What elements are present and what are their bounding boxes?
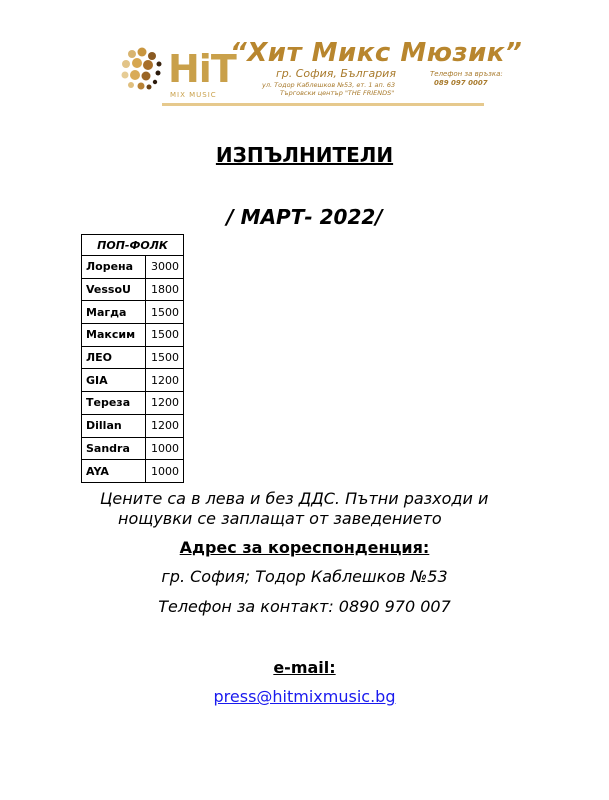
- page-title: ИЗПЪЛНИТЕЛИ: [215, 143, 394, 167]
- artist-name: ЛЕО: [82, 346, 146, 369]
- artist-price: 1500: [146, 324, 184, 347]
- price-note-line-2: нощувки се заплащат от заведението: [118, 509, 442, 528]
- company-mall: Търговски център "THE FRIENDS": [280, 89, 395, 97]
- hit-logo-text: HiT: [168, 47, 236, 91]
- page-subtitle: / МАРТ- 2022/: [226, 205, 383, 229]
- artist-price: 1000: [146, 437, 184, 460]
- artist-price: 3000: [146, 256, 184, 279]
- artist-name: Тереза: [82, 392, 146, 415]
- artist-name: GIA: [82, 369, 146, 392]
- artist-price: 1200: [146, 392, 184, 415]
- table-row: [82, 437, 184, 460]
- artist-name: Sandra: [82, 437, 146, 460]
- table-row: [82, 256, 184, 279]
- table-header-row: [82, 235, 184, 256]
- artist-name: VessoU: [82, 278, 146, 301]
- email-heading: e-mail:: [273, 658, 336, 677]
- artist-price: 1500: [146, 301, 184, 324]
- artist-price: 1000: [146, 460, 184, 483]
- header-divider: [162, 103, 484, 106]
- artist-name: Максим: [82, 324, 146, 347]
- phone-label: Телефон за връзка:: [430, 70, 503, 78]
- artist-name: Лорена: [82, 256, 146, 279]
- letterhead: [112, 38, 523, 110]
- address-heading: Адрес за кореспонденция:: [179, 538, 430, 557]
- artist-name: AYA: [82, 460, 146, 483]
- dotted-globe-logo-icon: [118, 44, 166, 92]
- company-street: ул. Тодор Каблешков №53, ет. 1 ап. 63: [262, 81, 396, 89]
- table-row: [82, 414, 184, 437]
- email-block: [0, 687, 609, 706]
- contact-phone: Телефон за контакт: 0890 970 007: [158, 597, 451, 616]
- artist-name: Dillan: [82, 414, 146, 437]
- artist-price: 1200: [146, 369, 184, 392]
- table-row: [82, 346, 184, 369]
- phone-number: 089 097 0007: [434, 79, 488, 87]
- artist-price: 1800: [146, 278, 184, 301]
- artist-name: Магда: [82, 301, 146, 324]
- email-link[interactable]: press@hitmixmusic.bg: [213, 687, 396, 706]
- table-row: [82, 369, 184, 392]
- artist-price: 1500: [146, 346, 184, 369]
- table-row: [82, 460, 184, 483]
- hit-logo-subtitle: MIX MUSIC: [170, 91, 217, 99]
- company-city: гр. София, България: [276, 67, 396, 80]
- company-name: “Хит Микс Мюзик”: [230, 38, 523, 68]
- artists-price-table: [81, 234, 184, 483]
- table-row: [82, 278, 184, 301]
- artist-price: 1200: [146, 414, 184, 437]
- address-text: гр. София; Тодор Каблешков №53: [161, 567, 448, 586]
- table-row: [82, 324, 184, 347]
- table-row: [82, 301, 184, 324]
- table-category-header: ПОП-ФОЛК: [82, 235, 184, 256]
- table-row: [82, 392, 184, 415]
- price-note-line-1: Цените са в лева и без ДДС. Пътни разходи и: [100, 489, 489, 508]
